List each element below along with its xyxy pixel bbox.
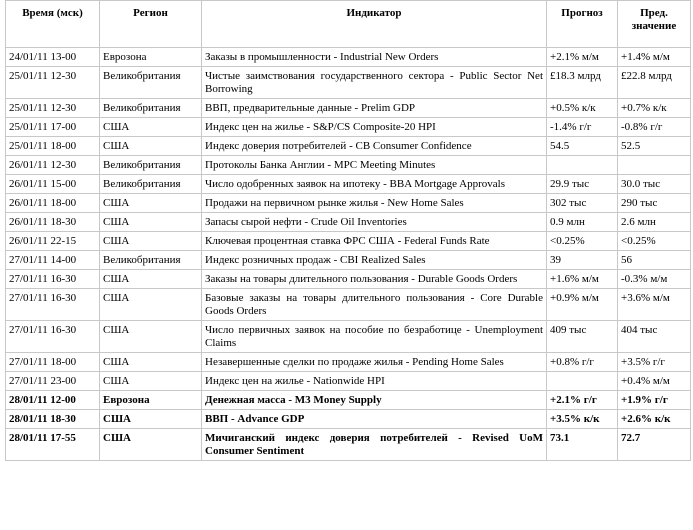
cell-time: 27/01/11 16-30 [6, 321, 100, 353]
cell-forecast [547, 156, 618, 175]
header-previous: Пред. значение [618, 1, 691, 48]
cell-time: 26/01/11 15-00 [6, 175, 100, 194]
cell-previous: -0.8% г/г [618, 118, 691, 137]
header-region: Регион [100, 1, 202, 48]
cell-indicator: Ключевая процентная ставка ФРС США - Federal Funds Rate [202, 232, 547, 251]
cell-previous: +2.6% к/к [618, 410, 691, 429]
cell-previous: 30.0 тыс [618, 175, 691, 194]
table-row [6, 194, 691, 213]
cell-previous: +0.7% к/к [618, 99, 691, 118]
cell-indicator: Базовые заказы на товары длительного пользования - Core Durable Goods Orders [202, 289, 547, 321]
header-indicator: Индикатор [202, 1, 547, 48]
cell-indicator: Незавершенные сделки по продаже жилья - Pending Home Sales [202, 353, 547, 372]
cell-forecast: +1.6% м/м [547, 270, 618, 289]
cell-time: 27/01/11 14-00 [6, 251, 100, 270]
cell-forecast: 54.5 [547, 137, 618, 156]
cell-previous: 72.7 [618, 429, 691, 461]
cell-time: 25/01/11 12-30 [6, 67, 100, 99]
cell-indicator: Денежная масса - M3 Money Supply [202, 391, 547, 410]
cell-time: 27/01/11 18-00 [6, 353, 100, 372]
cell-region: США [100, 353, 202, 372]
table-row [6, 289, 691, 321]
cell-region: Великобритания [100, 175, 202, 194]
cell-forecast: <0.25% [547, 232, 618, 251]
cell-forecast: +2.1% г/г [547, 391, 618, 410]
cell-previous: +0.4% м/м [618, 372, 691, 391]
table-body [6, 48, 691, 461]
cell-time: 27/01/11 16-30 [6, 289, 100, 321]
cell-indicator: ВВП - Advance GDP [202, 410, 547, 429]
cell-time: 26/01/11 18-00 [6, 194, 100, 213]
cell-time: 28/01/11 18-30 [6, 410, 100, 429]
header-forecast: Прогноз [547, 1, 618, 48]
cell-region: США [100, 410, 202, 429]
cell-forecast: 0.9 млн [547, 213, 618, 232]
cell-time: 27/01/11 16-30 [6, 270, 100, 289]
table-row [6, 251, 691, 270]
cell-forecast: 409 тыс [547, 321, 618, 353]
cell-previous [618, 156, 691, 175]
cell-indicator: Заказы на товары длительного пользования - Durable Goods Orders [202, 270, 547, 289]
cell-forecast: 302 тыс [547, 194, 618, 213]
table-row [6, 232, 691, 251]
table-row [6, 175, 691, 194]
cell-region: США [100, 137, 202, 156]
cell-region: Великобритания [100, 99, 202, 118]
cell-forecast: £18.3 млрд [547, 67, 618, 99]
cell-forecast: +0.9% м/м [547, 289, 618, 321]
table-row [6, 429, 691, 461]
table-row [6, 156, 691, 175]
cell-indicator: Индекс розничных продаж - CBI Realized Sales [202, 251, 547, 270]
cell-indicator: Продажи на первичном рынке жилья - New Home Sales [202, 194, 547, 213]
cell-forecast: 73.1 [547, 429, 618, 461]
cell-indicator: Число первичных заявок на пособие по безработице - Unemployment Claims [202, 321, 547, 353]
economic-calendar-table [5, 0, 691, 461]
cell-previous: +1.9% г/г [618, 391, 691, 410]
cell-region: США [100, 194, 202, 213]
cell-time: 26/01/11 12-30 [6, 156, 100, 175]
cell-time: 28/01/11 17-55 [6, 429, 100, 461]
cell-indicator: Заказы в промышленности - Industrial New Orders [202, 48, 547, 67]
cell-time: 24/01/11 13-00 [6, 48, 100, 67]
cell-forecast: 29.9 тыс [547, 175, 618, 194]
cell-indicator: Индекс цен на жилье - Nationwide HPI [202, 372, 547, 391]
cell-forecast: +3.5% к/к [547, 410, 618, 429]
cell-previous: <0.25% [618, 232, 691, 251]
cell-region: Великобритания [100, 156, 202, 175]
cell-indicator: Протоколы Банка Англии - MPC Meeting Minutes [202, 156, 547, 175]
cell-region: США [100, 270, 202, 289]
table-row [6, 99, 691, 118]
table-row [6, 67, 691, 99]
cell-region: США [100, 232, 202, 251]
cell-previous: £22.8 млрд [618, 67, 691, 99]
cell-previous: -0.3% м/м [618, 270, 691, 289]
cell-forecast: 39 [547, 251, 618, 270]
cell-indicator: Индекс цен на жилье - S&P/CS Composite-20 HPI [202, 118, 547, 137]
cell-forecast: -1.4% г/г [547, 118, 618, 137]
cell-forecast: +0.5% к/к [547, 99, 618, 118]
cell-region: США [100, 118, 202, 137]
cell-region: США [100, 213, 202, 232]
table-row [6, 48, 691, 67]
cell-indicator: Чистые заимствования государственного сектора - Public Sector Net Borrowing [202, 67, 547, 99]
table-row [6, 118, 691, 137]
cell-time: 26/01/11 18-30 [6, 213, 100, 232]
cell-forecast: +0.8% г/г [547, 353, 618, 372]
cell-region: Великобритания [100, 251, 202, 270]
table-row [6, 137, 691, 156]
table-row [6, 410, 691, 429]
cell-time: 25/01/11 18-00 [6, 137, 100, 156]
table-row [6, 372, 691, 391]
table-row [6, 321, 691, 353]
table-row [6, 213, 691, 232]
cell-time: 28/01/11 12-00 [6, 391, 100, 410]
cell-previous: 404 тыс [618, 321, 691, 353]
cell-region: США [100, 321, 202, 353]
cell-time: 27/01/11 23-00 [6, 372, 100, 391]
cell-region: США [100, 429, 202, 461]
cell-indicator: Запасы сырой нефти - Crude Oil Inventories [202, 213, 547, 232]
cell-previous: 290 тыс [618, 194, 691, 213]
cell-time: 25/01/11 17-00 [6, 118, 100, 137]
cell-indicator: ВВП, предварительные данные - Prelim GDP [202, 99, 547, 118]
cell-time: 26/01/11 22-15 [6, 232, 100, 251]
table-row [6, 270, 691, 289]
cell-previous: 2.6 млн [618, 213, 691, 232]
cell-region: Еврозона [100, 391, 202, 410]
cell-previous: 52.5 [618, 137, 691, 156]
cell-previous: +3.6% м/м [618, 289, 691, 321]
cell-indicator: Число одобренных заявок на ипотеку - BBA Mortgage Approvals [202, 175, 547, 194]
cell-indicator: Индекс доверия потребителей - CB Consumer Confidence [202, 137, 547, 156]
cell-region: США [100, 289, 202, 321]
cell-region: Великобритания [100, 67, 202, 99]
cell-previous: 56 [618, 251, 691, 270]
header-time: Время (мск) [6, 1, 100, 48]
cell-previous: +3.5% г/г [618, 353, 691, 372]
cell-time: 25/01/11 12-30 [6, 99, 100, 118]
cell-region: США [100, 372, 202, 391]
cell-region: Еврозона [100, 48, 202, 67]
cell-indicator: Мичиганский индекс доверия потребителей - Revised UoM Consumer Sentiment [202, 429, 547, 461]
table-row [6, 391, 691, 410]
cell-forecast [547, 372, 618, 391]
cell-forecast: +2.1% м/м [547, 48, 618, 67]
table-row [6, 353, 691, 372]
header-row [6, 1, 691, 48]
cell-previous: +1.4% м/м [618, 48, 691, 67]
